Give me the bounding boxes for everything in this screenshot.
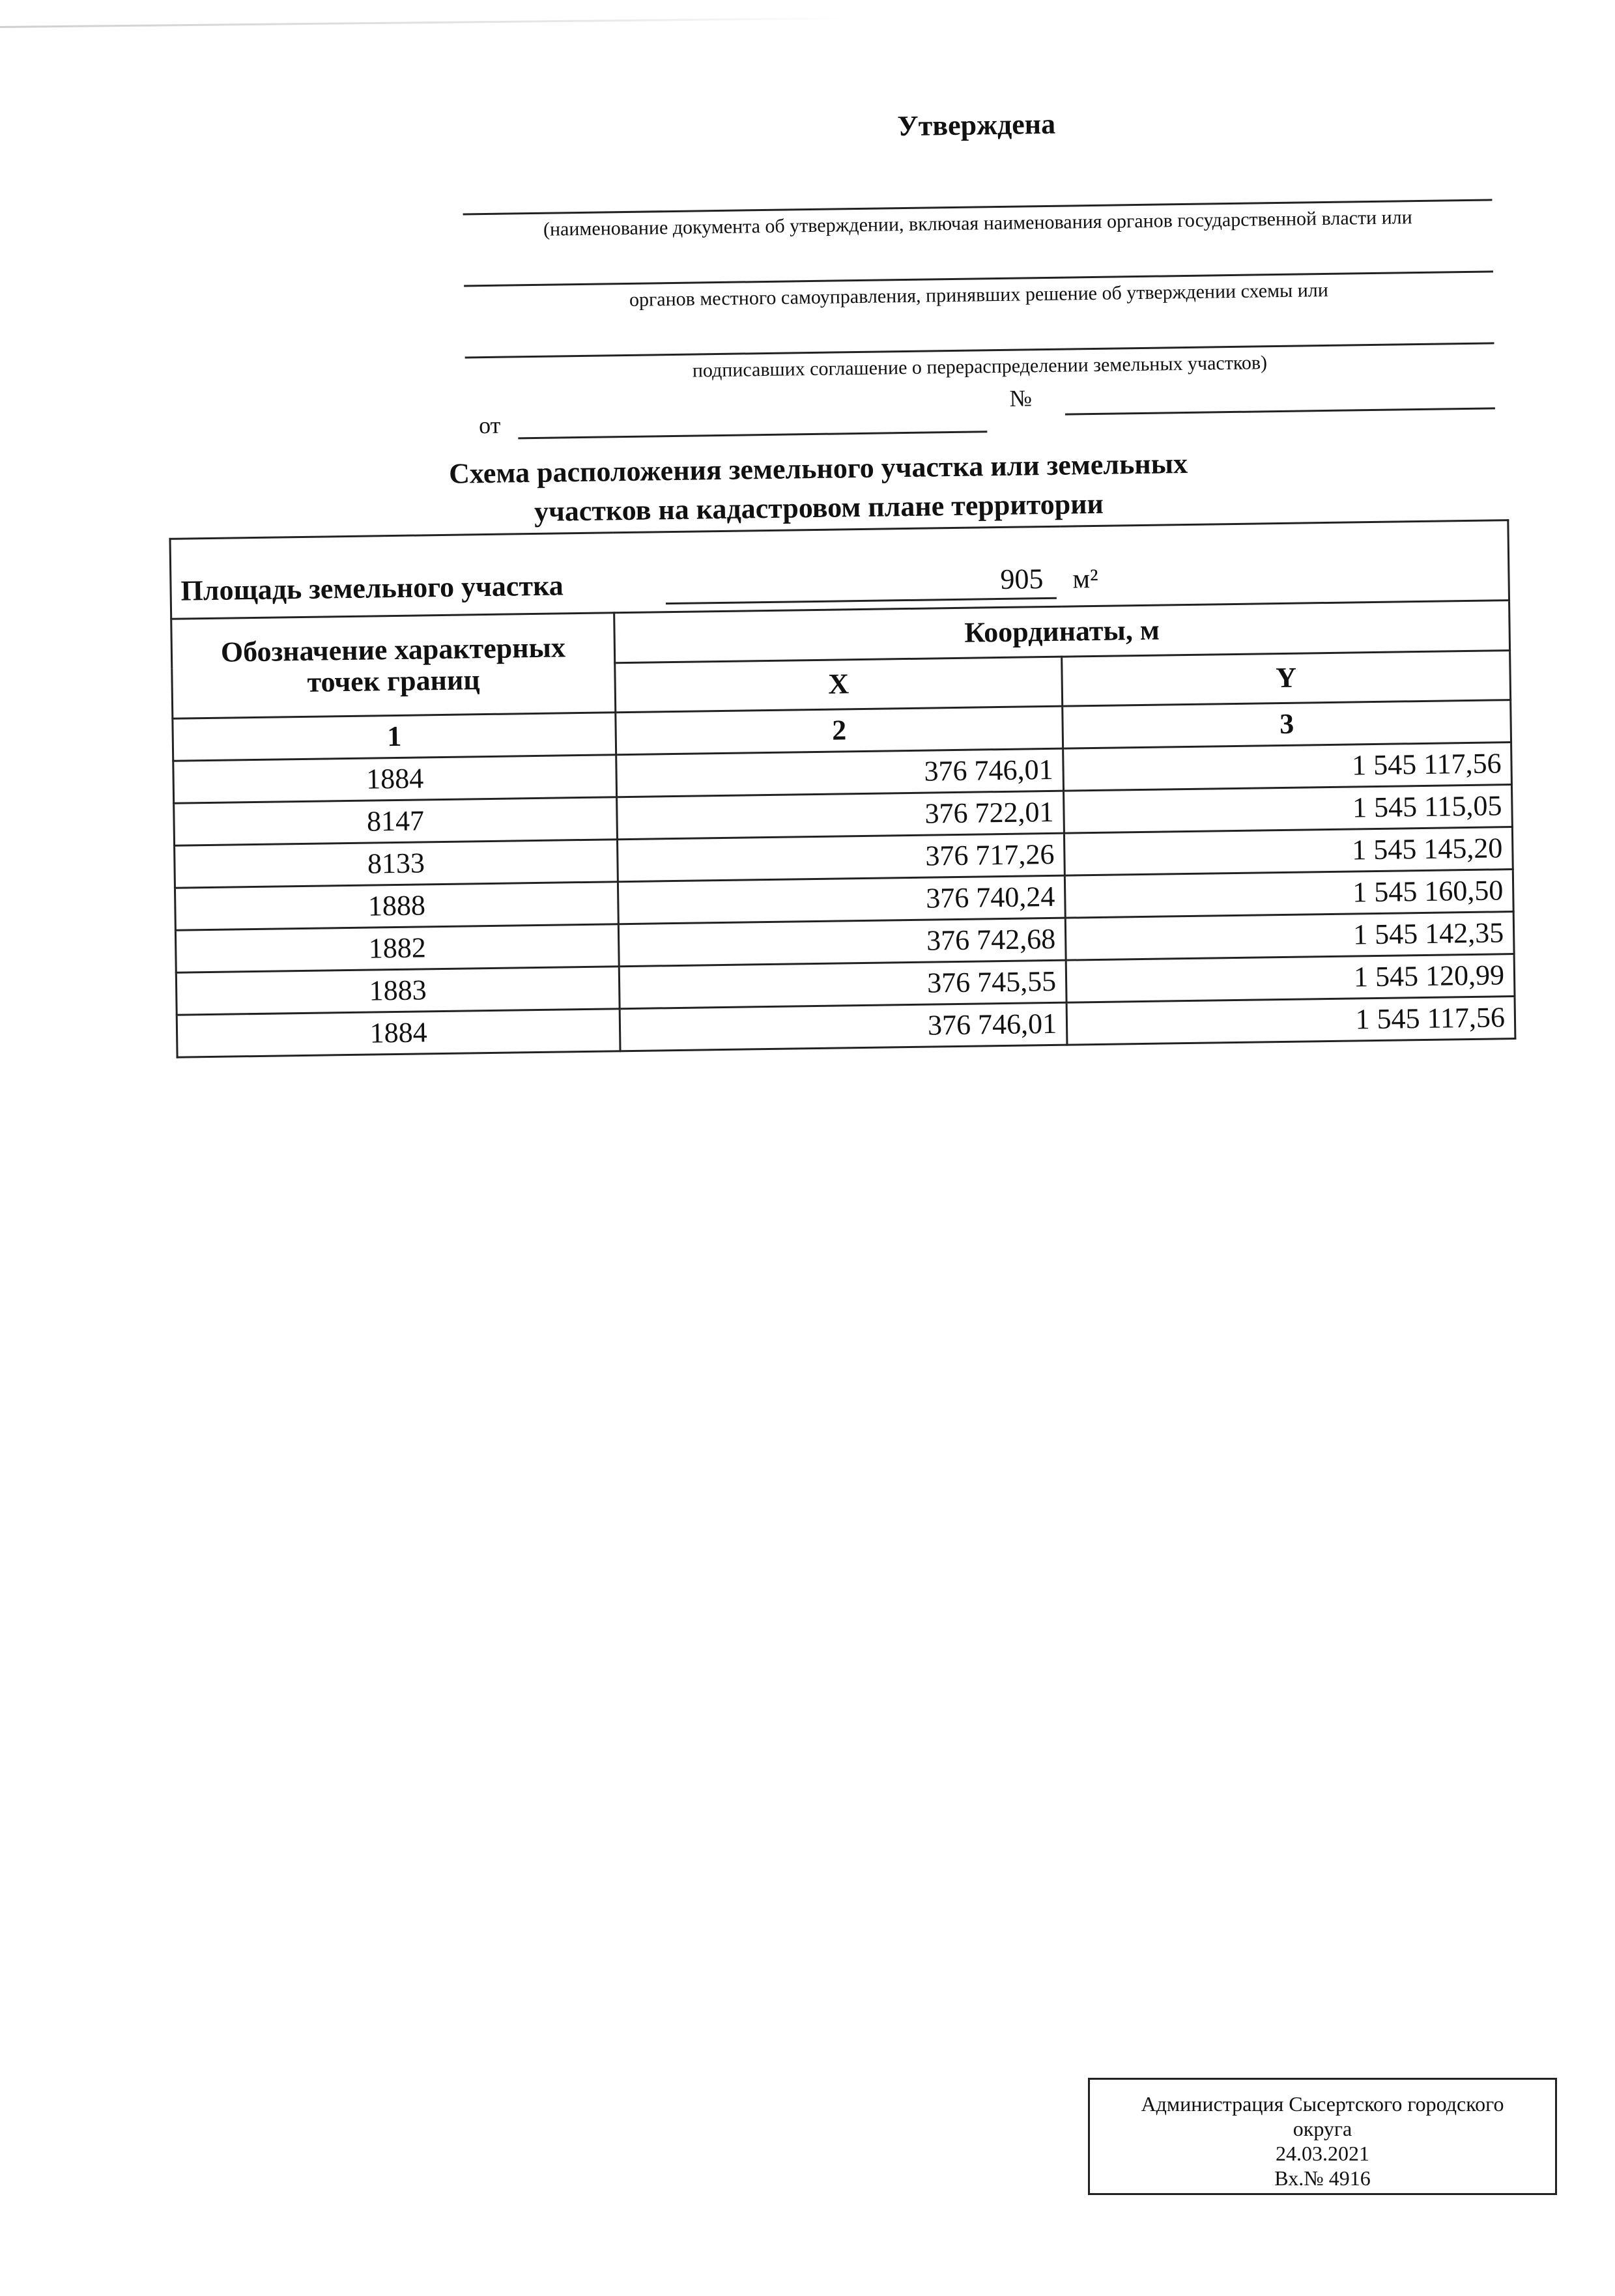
approval-caption-2: органов местного самоуправления, принявших решение об утверждении схемы или bbox=[629, 279, 1329, 311]
point-id: 1884 bbox=[173, 755, 617, 803]
point-id: 8133 bbox=[175, 840, 618, 888]
point-designation-header: Обозначение характерных точек границ bbox=[171, 613, 616, 718]
registration-stamp bbox=[1088, 2078, 1557, 2195]
coordinates-table bbox=[169, 519, 1516, 1058]
approval-caption-3: подписавших соглашение о перераспределении земельных участков) bbox=[692, 352, 1268, 382]
point-x: 376 742,68 bbox=[618, 918, 1066, 967]
point-x: 376 746,01 bbox=[620, 1002, 1067, 1051]
approval-number-label: № bbox=[1009, 385, 1033, 412]
area-unit: м² bbox=[1072, 563, 1098, 595]
point-y: 1 545 120,99 bbox=[1066, 954, 1515, 1003]
point-y: 1 545 145,20 bbox=[1064, 827, 1513, 876]
point-x: 376 740,24 bbox=[618, 875, 1065, 924]
point-y: 1 545 117,56 bbox=[1066, 997, 1515, 1045]
stamp-line-4: Вх.№ 4916 bbox=[1274, 2166, 1371, 2190]
coordinates-header: Координаты, м bbox=[614, 601, 1510, 663]
area-value-wrap bbox=[642, 563, 1098, 605]
column-number-3: 3 bbox=[1063, 700, 1511, 749]
point-id: 1882 bbox=[175, 924, 619, 972]
y-header: Y bbox=[1062, 650, 1511, 706]
point-y: 1 545 142,35 bbox=[1065, 912, 1514, 961]
stamp-line-1: Администрация Сысертского городского bbox=[1141, 2092, 1504, 2116]
column-number-1: 1 bbox=[173, 713, 616, 761]
approval-caption-1: (наименование документа об утверждении, включая наименования органов государственной власти или bbox=[543, 206, 1412, 240]
column-number-2: 2 bbox=[616, 706, 1063, 755]
schema-title-line-2: участков на кадастровом плане территории bbox=[534, 487, 1104, 528]
stamp-line-2: округа bbox=[1293, 2117, 1352, 2140]
schema-title bbox=[362, 443, 1276, 534]
approval-number-line bbox=[1065, 407, 1495, 415]
point-id: 1883 bbox=[176, 967, 620, 1015]
stamp-line-3: 24.03.2021 bbox=[1276, 2142, 1369, 2165]
area-label: Площадь земельного участка bbox=[180, 569, 564, 607]
approval-title: Утверждена bbox=[897, 107, 1056, 143]
point-x: 376 717,26 bbox=[618, 833, 1065, 882]
approval-date-line bbox=[518, 431, 987, 439]
approval-date-label: от bbox=[478, 412, 501, 439]
point-y: 1 545 160,50 bbox=[1065, 870, 1513, 918]
point-id: 1888 bbox=[175, 882, 618, 930]
point-x: 376 746,01 bbox=[616, 748, 1064, 797]
point-x: 376 722,01 bbox=[617, 791, 1065, 840]
point-id: 1884 bbox=[177, 1009, 620, 1057]
point-x: 376 745,55 bbox=[619, 960, 1066, 1009]
point-y: 1 545 115,05 bbox=[1064, 785, 1513, 834]
x-header: X bbox=[615, 657, 1063, 713]
point-id: 8147 bbox=[174, 797, 618, 845]
point-y: 1 545 117,56 bbox=[1063, 743, 1512, 791]
schema-title-line-1: Схема расположения земельного участка или земельных bbox=[448, 447, 1188, 490]
area-value: 905 bbox=[665, 563, 1057, 604]
